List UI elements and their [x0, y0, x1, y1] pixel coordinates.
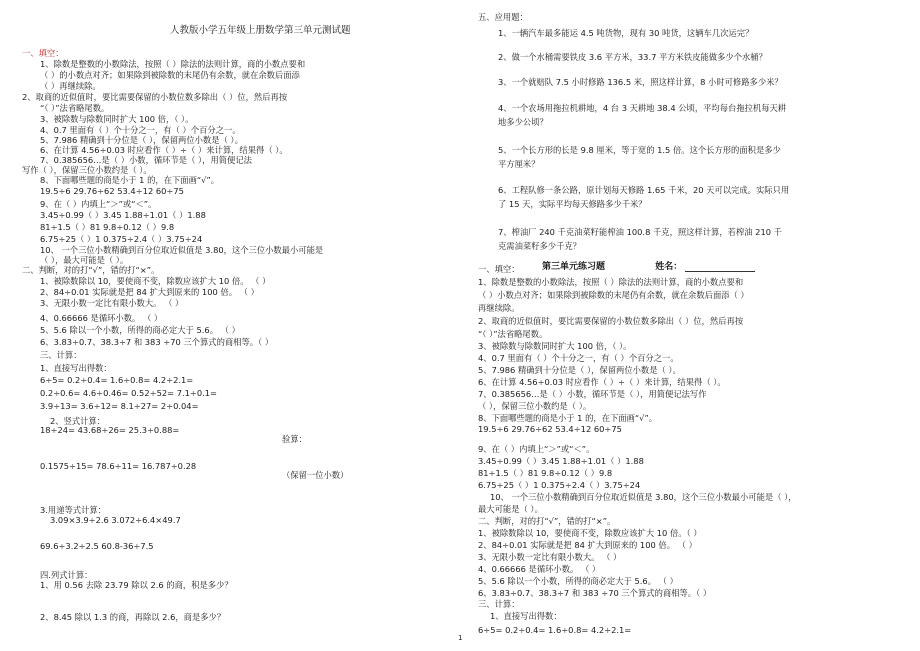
- left-column-line: 1、用 0.56 去除 23.79 除以 2.6 的商，积是多少？: [40, 580, 233, 590]
- left-column-line: 4、0.66666 是循环小数。 （ ）: [40, 313, 163, 323]
- left-column-line: 1、除数是整数的小数除法，按照（ ）除法的法则计算，商的小数点要和: [40, 59, 306, 69]
- right-column-line: 5、5.6 除以一个小数，所得的商必定大于 5.6。 （ ）: [478, 576, 678, 586]
- right-column-line: 五、应用题：: [478, 12, 528, 22]
- left-column-line: 6、3.83÷0.7、38.3÷7 和 383 ÷70 三个算式的商相等。（ ）: [40, 337, 274, 347]
- left-column-line: 1、被除数除以 10，要使商不变，除数应该扩大 10 倍。 （ ）: [40, 276, 271, 286]
- right-column-line: 1、除数是整数的小数除法，按照（ ）除法的法则计算，商的小数点要和: [478, 277, 744, 287]
- left-column-line: （ ）的小数点对齐；如果除到被除数的末尾仍有余数，就在余数后面添: [40, 70, 300, 80]
- left-column-line: 6÷5= 0.2÷0.4= 1.6÷0.8= 4.2÷2.1=: [40, 375, 194, 385]
- left-column-line: 8、下面哪些题的商是小于 1 的，在下面画“√”。: [40, 175, 220, 185]
- left-column-line: 5、5.6 除以一个小数，所得的商必定大于 5.6。 （ ）: [40, 325, 240, 335]
- left-column-line: 3、无限小数一定比有限小数大。 （ ）: [40, 298, 184, 308]
- left-column-line: 写作（ ），保留三位小数约是（ ）。: [22, 165, 152, 175]
- right-column-line: 最大可能是（ ）。: [478, 504, 543, 514]
- left-column-line: 6.75÷25（ ）1 0.375÷2.4（ ）3.75÷24: [40, 234, 203, 244]
- left-column-line: 7、0.385656…是（ ）小数，循环节是（ ），用简便记法: [40, 155, 252, 165]
- right-column-line: 81÷1.5（ ）81 9.8÷0.12（ ）9.8: [478, 468, 613, 478]
- right-column-line: 5、7.986 精确到十分位是（ ），保留两位小数是（ ）。: [478, 365, 681, 375]
- left-column-line: 一、填空：: [22, 48, 64, 58]
- right-column: [460, 0, 920, 651]
- right-column-line: 19.5÷6 29.76÷62 53.4÷12 60÷75: [478, 424, 622, 434]
- right-column-line: 1、被除数除以 10，要使商不变，除数应该扩大 10 倍。（ ）: [478, 528, 702, 538]
- left-column-line: 4、0.7 里面有（ ）个十分之一，有（ ）个百分之一。: [40, 125, 241, 135]
- right-column-line: “（ ）”法省略尾数。: [478, 329, 548, 339]
- right-column-line: 10、 一个三位小数精确到百分位取近似值是 3.80，这个三位小数最小可能是（ ），: [490, 492, 797, 502]
- name-label: 姓名：: [655, 262, 683, 272]
- left-column-line: 2、84÷0.01 实际就是把 84 扩大到原来的 100 倍。 （ ）: [40, 287, 259, 297]
- left-column-line: 0.1575÷15= 78.6÷11= 16.787÷0.28: [40, 461, 197, 471]
- left-column-line: 三、计算：: [40, 350, 82, 360]
- right-column-line: 5、一个长方形的长是 9.8 厘米，等于宽的 1.5 倍。这个长方形的面积是多少: [498, 145, 781, 155]
- right-column-line: 再继续除。: [478, 303, 520, 313]
- right-column-line: 6、在计算 4.56÷0.03 时应看作（ ）÷（ ）来计算，结果得（ ）。: [478, 377, 726, 387]
- left-column-line: 19.5÷6 29.76÷62 53.4÷12 60÷75: [40, 186, 184, 196]
- right-column-line: 三、计算：: [478, 599, 520, 609]
- left-column-line: 2、取商的近似值时，要比需要保留的小数位数多除出（ ）位，然后再按: [22, 92, 288, 102]
- left-column-line: 1、直接写出得数：: [40, 363, 112, 373]
- page-number: 1: [458, 634, 463, 642]
- right-column-line: 克需油菜籽多少千克？: [498, 241, 581, 251]
- right-column-line: 6÷5= 0.2÷0.4= 1.6÷0.8= 4.2÷2.1=: [478, 625, 632, 635]
- left-column-line: 3.9÷13= 3.6÷12= 8.1÷27= 2÷0.04=: [40, 401, 199, 411]
- left-column-line: 5、7.986 精确到十分位是（ ），保留两位小数是（ ）。: [40, 135, 243, 145]
- left-column-line: 10、 一个三位小数精确到百分位取近似值是 3.80，这个三位小数最小可能是: [40, 245, 324, 255]
- left-column-line: 3、被除数与除数同时扩大 100 倍，（ ）。: [40, 114, 194, 124]
- right-column-line: 了 15 天，实际平均每天修路多少千米？: [498, 199, 647, 209]
- section-title-text: 第三单元练习题: [542, 262, 606, 272]
- right-column-line: 一、填空：: [478, 264, 520, 274]
- right-column-line: 9、在（ ）内填上“＞”或“＜”。: [478, 444, 595, 454]
- left-column-line: 3.09×3.9÷2.6 3.072÷6.4×49.7: [50, 515, 181, 525]
- right-column-line: 3、无限小数一定比有限小数大。 （ ）: [478, 552, 622, 562]
- right-column-line: 3.45÷0.99（ ）3.45 1.88÷1.01（ ）1.88: [478, 456, 644, 466]
- left-column-line: 2、竖式计算：: [50, 416, 106, 426]
- left-column-line: 2、8.45 除以 1.3 的商，再除以 2.6，商是多少？: [40, 612, 226, 622]
- right-column-line: 7、榨油厂 240 千克油菜籽能榨油 100.8 千克，照这样计算，若榨油 210 千: [498, 227, 782, 237]
- right-column-line: 2、做一个水桶需要铁皮 3.6 平方米，33.7 平方米铁皮能做多少个水桶？: [498, 52, 767, 62]
- left-column-line: 18÷24= 43.68÷26= 25.3÷0.88=: [40, 425, 180, 435]
- right-column-line: 6、3.83÷0.7、38.3÷7 和 383 ÷70 三个算式的商相等。（ ）: [478, 588, 712, 598]
- right-column-line: 地多少公顷？: [498, 117, 548, 127]
- left-column-line: “（ ）”法省略尾数。: [40, 103, 110, 113]
- left-column-line: 人教版小学五年级上册数学第三单元测试题: [170, 25, 351, 36]
- section-title: [542, 259, 755, 272]
- left-column-line: 3.45÷0.99（ ）3.45 1.88÷1.01（ ）1.88: [40, 210, 206, 220]
- left-column-line: （ ）再继续除。: [40, 81, 101, 91]
- left-column-line: 二、判断，对的打“√”，错的打“×”。: [22, 265, 160, 275]
- right-column-line: 6.75÷25（ ）1 0.375÷2.4（ ）3.75÷24: [478, 480, 641, 490]
- right-column-line: 二、判断，对的打“√”，错的打“×”。: [478, 516, 616, 526]
- right-column-line: 2、取商的近似值时，要比需要保留的小数位数多除出（ ）位，然后再按: [478, 316, 744, 326]
- right-column-line: 平方厘米？: [498, 159, 540, 169]
- right-column-line: 2、84÷0.01 实际就是把 84 扩大到原来的 100 倍。 （ ）: [478, 540, 697, 550]
- right-column-line: 4、一个农场用拖拉机耕地，4 台 3 天耕地 38.4 公顷，平均每台拖拉机每天耕: [498, 103, 787, 113]
- left-column-line: （ ），最大可能是（ ）。: [40, 255, 129, 265]
- right-column-line: （ ）小数点对齐；如果除到被除数的末尾仍有余数，就在余数后面添（ ）: [478, 290, 749, 300]
- right-column-line: 4、0.66666 是循环小数。 （ ）: [478, 564, 601, 574]
- name-blank: [685, 263, 755, 272]
- right-column-line: 1、直接写出得数：: [490, 611, 562, 621]
- left-column-line: 9、在（ ）内填上“＞”或“＜”。: [40, 199, 157, 209]
- left-column-line: 81÷1.5（ ）81 9.8÷0.12（ ）9.8: [40, 222, 175, 232]
- right-column-line: 3、一个就赔队 7.5 小时修路 136.5 米，照这样计算，8 小时可修路多少米？: [498, 77, 783, 87]
- left-column-line: 3.用递等式计算：: [40, 505, 106, 515]
- left-column-line: 6、在计算 4.56÷0.03 时应看作（ ）÷（ ）来计算，结果得（ ）。: [40, 145, 288, 155]
- left-column-line: 验算：: [282, 434, 307, 444]
- right-column-line: 7、0.385656…是（ ）小数，循环节是（ ），用简便记法写作: [478, 389, 707, 399]
- left-column-line: 0.2÷0.6= 4.6÷0.46= 0.52÷52= 7.1÷0.1=: [40, 388, 218, 398]
- right-column-line: （ ），保留三位小数约是（ ）。: [478, 401, 592, 411]
- left-column-line: （保留一位小数）: [282, 470, 349, 480]
- right-column-line: 1、一辆汽车最多能运 4.5 吨货物，现有 30 吨货，这辆车几次运完？: [498, 28, 754, 38]
- right-column-line: 4、0.7 里面有（ ）个十分之一，有（ ）个百分之一。: [478, 353, 679, 363]
- right-column-line: 8、下面哪些题的商是小于 1 的，在下面画“√”。: [478, 413, 658, 423]
- left-column-line: 四.列式计算：: [40, 570, 93, 580]
- left-column-line: 69.6÷3.2÷2.5 60.8-36÷7.5: [40, 541, 154, 551]
- right-column-line: 6、工程队修一条公路，原计划每天修路 1.65 千米，20 天可以完成。实际只用: [498, 185, 790, 195]
- right-column-line: 3、被除数与除数同时扩大 100 倍，（ ）。: [478, 341, 632, 351]
